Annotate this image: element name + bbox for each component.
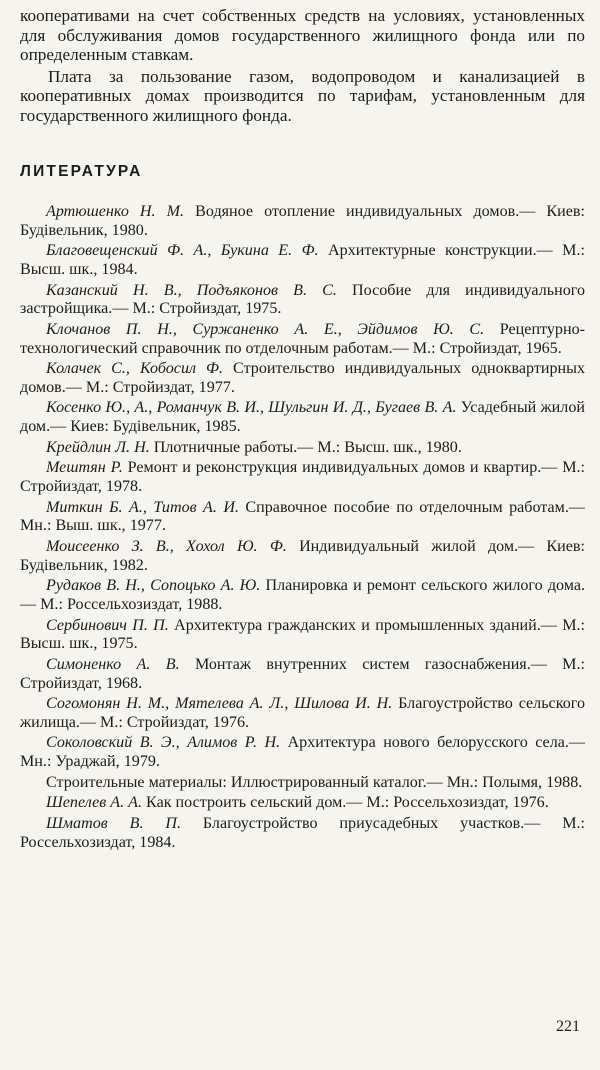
entry-authors: Шепелев А. А. <box>46 794 143 812</box>
bibliography-entry <box>20 203 585 240</box>
entry-text: Архитектура нового белорусского села.— Мн.: Ураджай, 1979. <box>20 734 585 771</box>
bibliography-entry <box>20 815 585 852</box>
entry-authors: Крейдлин Л. Н. <box>46 438 150 456</box>
bibliography-entry <box>20 538 585 575</box>
bibliography-entry <box>20 695 585 732</box>
intro-paragraph: кооперативами на счет собственных средств на условиях, установленных для обслуживания домов государственного жилищного фонда или по определенным ставкам. <box>20 6 585 64</box>
entry-authors: Симоненко А. В. <box>46 655 180 673</box>
bibliography-entry <box>20 439 585 458</box>
entry-authors: Артюшенко Н. М. <box>46 203 185 220</box>
bibliography-entry <box>20 321 585 358</box>
entry-authors: Клочанов П. Н., Суржаненко А. Е., Эйдимов Ю. С. <box>46 320 485 338</box>
bibliography-entry <box>20 459 585 496</box>
entry-authors: Рудаков В. Н., Сопоцько А. Ю. <box>46 577 261 595</box>
intro-paragraph: Плата за пользование газом, водопроводом и канализацией в кооперативных домах производится по тарифам, установленным для государственного жилищного фонда. <box>20 66 585 125</box>
entry-text: Строительство индивидуальных одноквартирных домов.— М.: Стройиздат, 1977. <box>20 360 585 396</box>
entry-text: Благоустройство сельского жилища.— М.: Стройиздат, 1976. <box>20 695 585 731</box>
entry-text: Пособие для индивидуального застройщика.— М.: Стройиздат, 1975. <box>20 281 585 318</box>
bibliography-entry <box>20 794 585 813</box>
bibliography-list <box>20 203 585 854</box>
entry-authors: Колачек С., Кобосил Ф. <box>46 360 224 378</box>
entry-text: Благоустройство приусадебных участков.— М.: Россельхозиздат, 1984. <box>20 814 586 851</box>
entry-authors: Согомонян Н. М., Мятелева А. Л., Шилова И. Н. <box>46 695 393 713</box>
bibliography-entry <box>20 656 585 693</box>
entry-text: Ремонт и реконструкция индивидуальных домов и квартир.— М.: Стройиздат, 1978. <box>20 459 585 496</box>
entry-authors: Казанский Н. В., Подъяконов В. С. <box>46 281 337 299</box>
entry-text: Строительные материалы: Иллюстрированный каталог.— Мн.: Полымя, 1988. <box>46 773 583 791</box>
entry-text: Как построить сельский дом.— М.: Россельхозиздат, 1976. <box>142 794 549 812</box>
page-number: 221 <box>556 1018 580 1035</box>
bibliography-entry <box>20 360 585 397</box>
entry-text: Архитектура гражданских и промышленных зданий.— М.: Высш. шк., 1975. <box>20 616 585 653</box>
entry-text: Рецептурно-технологический справочник по отделочным работам.— М.: Стройиздат, 1965. <box>20 320 585 357</box>
entry-text: Справочное пособие по отделочным работам.— Мн.: Выш. шк., 1977. <box>20 498 585 535</box>
entry-authors: Моисеенко З. В., Хохол Ю. Ф. <box>46 537 287 555</box>
bibliography-entry <box>20 734 585 771</box>
entry-text: Архитектурные конструкции.— М.: Высш. шк., 1984. <box>20 242 585 278</box>
bibliography-entry <box>20 399 585 436</box>
entry-authors: Косенко Ю., А., Романчук В. И., Шульгин И. Д., Бугаев В. А. <box>46 399 457 417</box>
entry-text: Индивидуальный жилой дом.— Киев: Будiвельник, 1982. <box>20 537 585 574</box>
entry-authors: Благовещенский Ф. А., Букина Е. Ф. <box>46 242 319 260</box>
bibliography-entry <box>20 499 585 536</box>
entry-text: Монтаж внутренних систем газоснабжения.— М.: Стройиздат, 1968. <box>20 655 585 692</box>
bibliography-entry <box>20 577 585 614</box>
entry-text: Водяное отопление индивидуальных домов.— Киев: Будiвельник, 1980. <box>20 203 585 239</box>
bibliography-entry <box>20 242 585 279</box>
entry-authors: Мештян Р. <box>46 459 123 477</box>
entry-authors: Миткин Б. А., Титов А. И. <box>46 498 239 516</box>
intro-text <box>20 6 585 125</box>
entry-authors: Сербинович П. П. <box>46 616 169 634</box>
entry-text: Усадебный жилой дом.— Киев: Будiвельник, 1985. <box>20 399 585 436</box>
entry-authors: Шматов В. П. <box>46 814 182 832</box>
entry-authors: Соколовский В. Э., Алимов Р. Н. <box>46 734 281 752</box>
entry-text: Планировка и ремонт сельского жилого дома.— М.: Россельхозиздат, 1988. <box>20 577 585 613</box>
section-heading: ЛИТЕРАТУРА <box>20 163 143 180</box>
entry-text: Плотничные работы.— М.: Высш. шк., 1980. <box>149 438 462 456</box>
bibliography-entry <box>20 282 585 319</box>
bibliography-entry <box>20 617 585 654</box>
bibliography-entry <box>20 774 585 793</box>
